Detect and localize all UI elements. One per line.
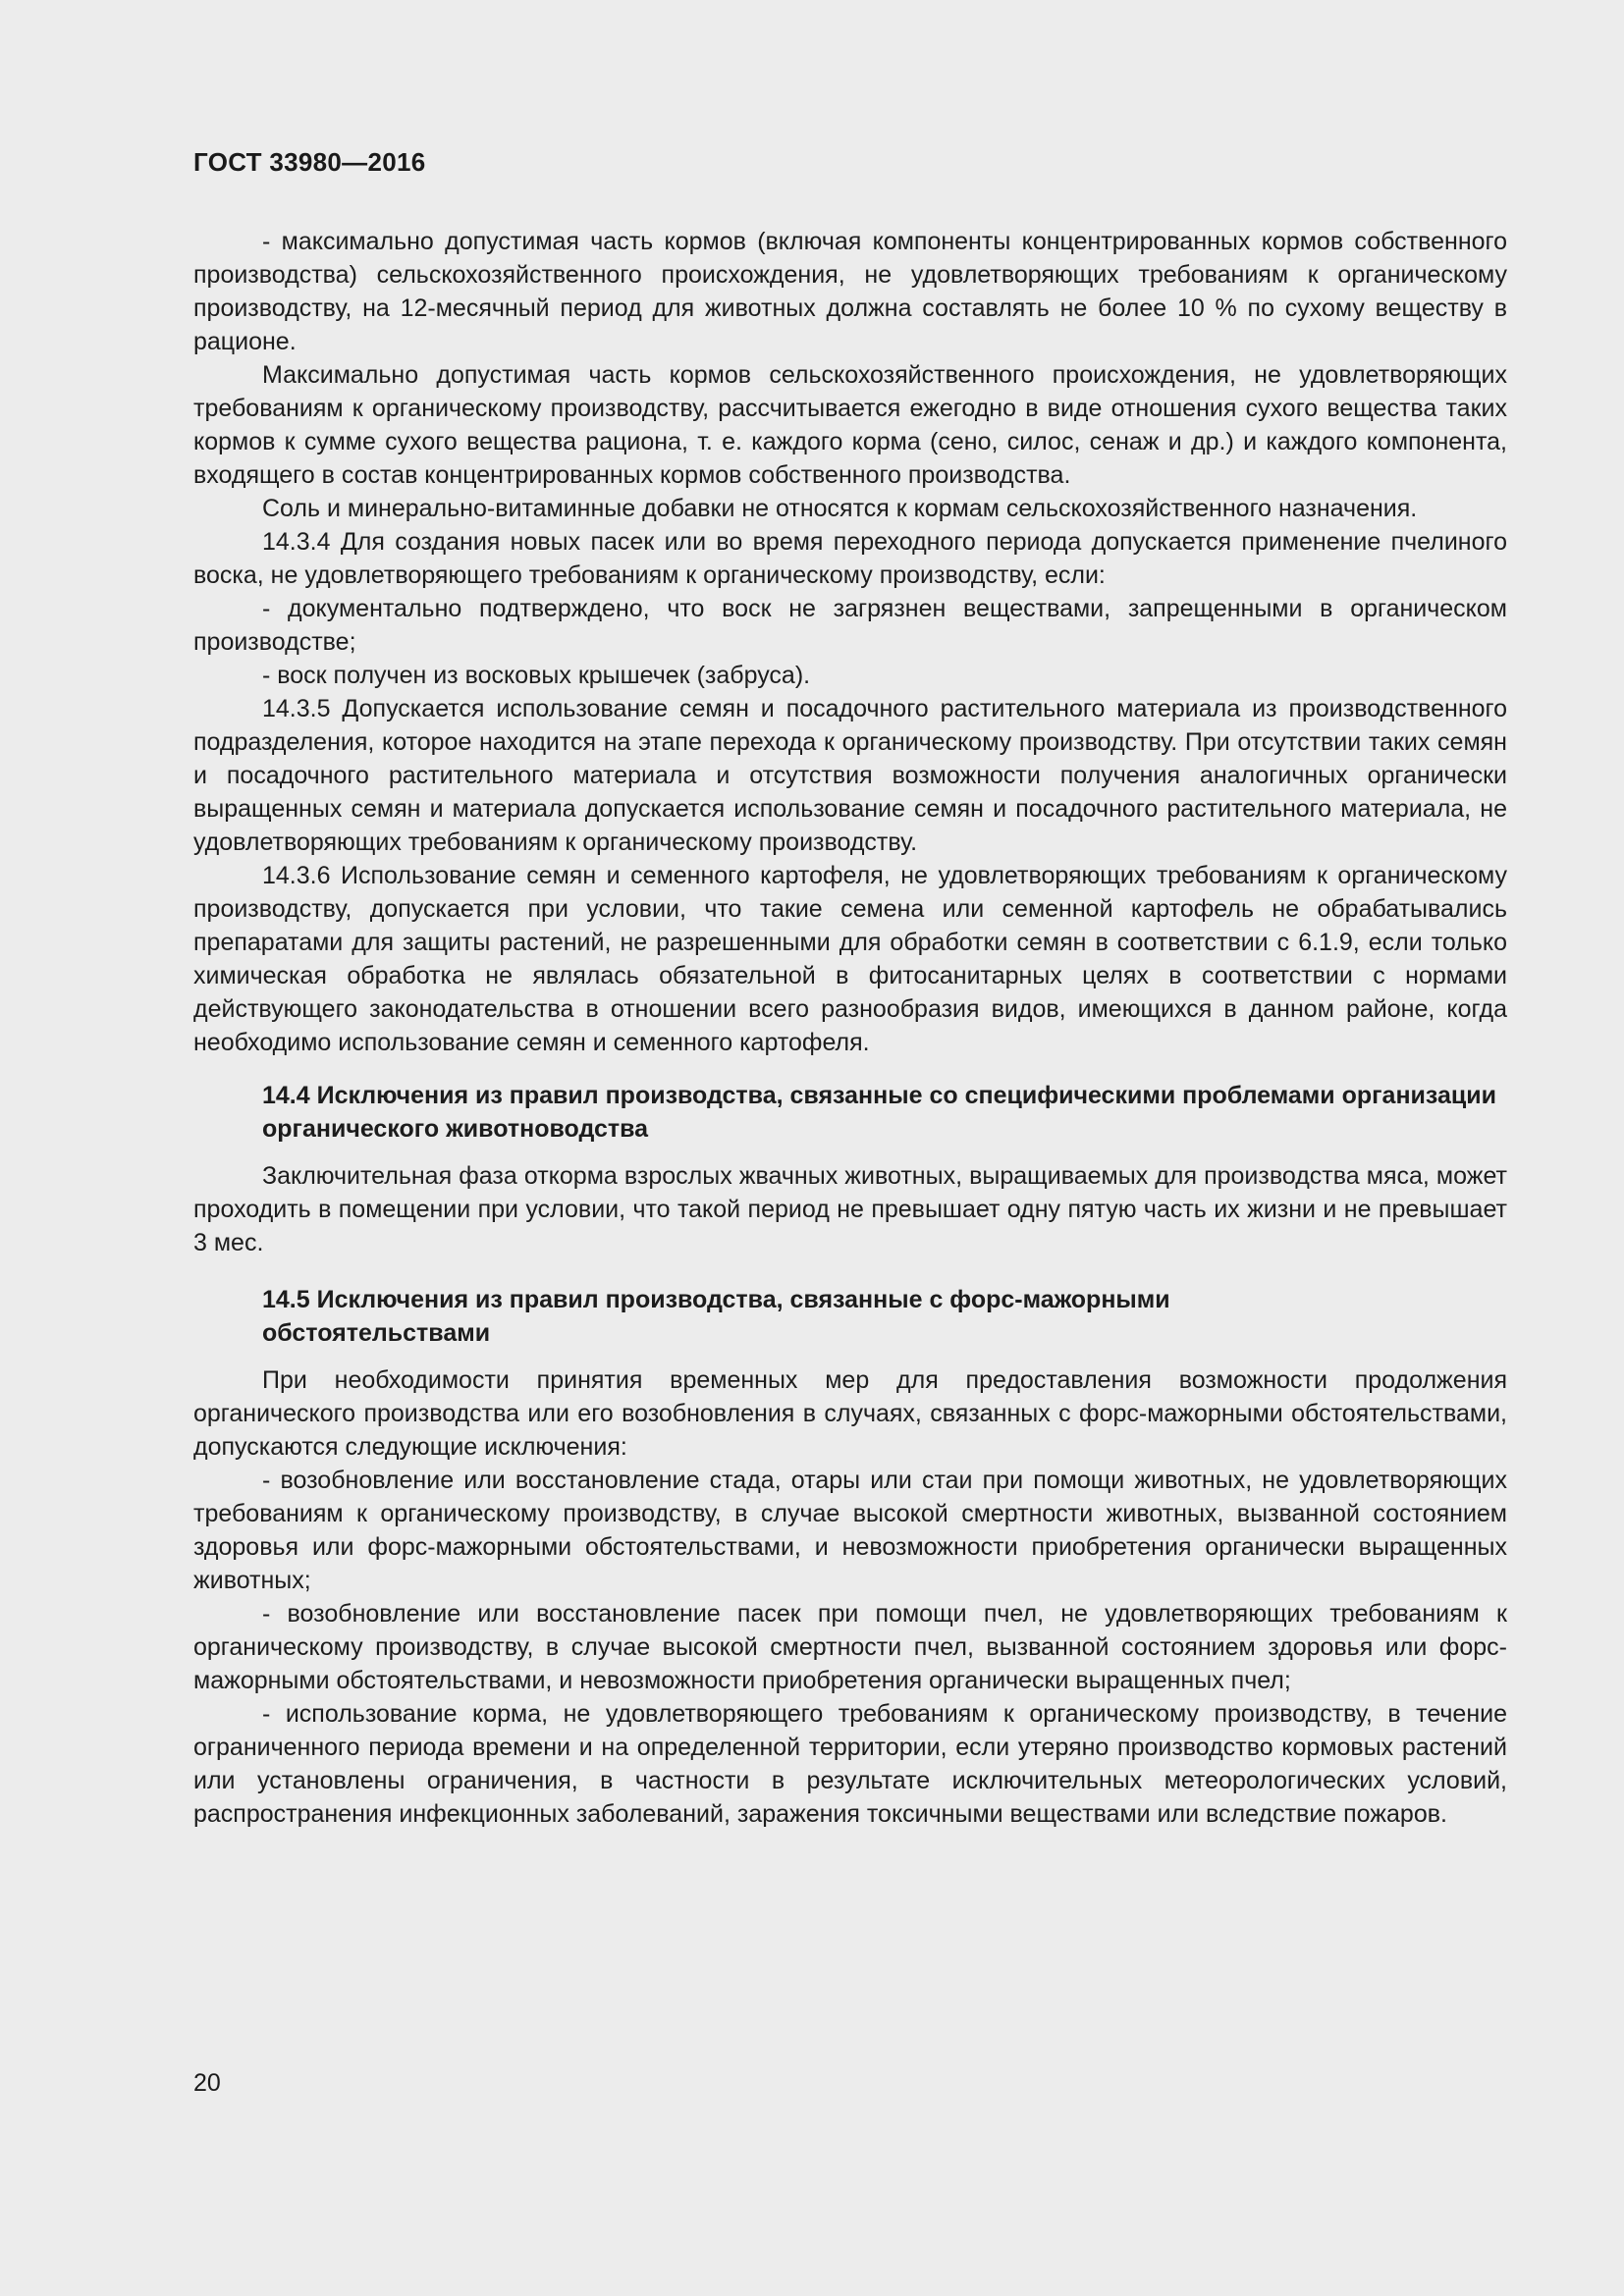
paragraph: - документально подтверждено, что воск не загрязнен веществами, запрещенными в органическом производстве;: [193, 595, 1507, 656]
document-header: ГОСТ 33980—2016: [193, 147, 426, 177]
paragraph: - возобновление или восстановление стада, отары или стаи при помощи животных, не удовлетворяющих требованиям к органическому производству, в случае высокой смертности животных, вызванной состоянием здоровья или форс-мажорными обстоятельствами, и невозможности приобретения органически выращенных животных;: [193, 1467, 1507, 1594]
paragraph: 14.3.4 Для создания новых пасек или во время переходного периода допускается применение пчелиного воска, не удовлетворяющего требованиям к органическому производству, если:: [193, 528, 1507, 589]
paragraph: - возобновление или восстановление пасек при помощи пчел, не удовлетворяющих требованиям к органическому производству, в случае высокой смертности пчел, вызванной состоянием здоровья или форс-мажорными обстоятельствами, и невозможности приобретения органически выращенных пчел;: [193, 1600, 1507, 1694]
paragraph: - воск получен из восковых крышечек (забруса).: [262, 662, 811, 689]
section-heading-14-5: 14.5 Исключения из правил производства, связанные с форс-мажорными обстоятельствами: [262, 1286, 1170, 1347]
section-heading-14-4: 14.4 Исключения из правил производства, связанные со специфическими проблемами организации органического животноводства: [262, 1082, 1497, 1143]
page-number: 20: [193, 2069, 221, 2097]
document-body: [193, 225, 1507, 1831]
paragraph: При необходимости принятия временных мер для предоставления возможности продолжения органического производства или его возобновления в случаях, связанных с форс-мажорными обстоятельствами, допускаются следующие исключения:: [193, 1366, 1507, 1461]
paragraph: - максимально допустимая часть кормов (включая компоненты концентрированных кормов собственного производства) сельскохозяйственного происхождения, не удовлетворяющих требованиям к органическому производству, на 12-месячный период для животных должна составлять не более 10 % по сухому веществу в рационе.: [193, 228, 1507, 355]
paragraph: Заключительная фаза откорма взрослых жвачных животных, выращиваемых для производства мяса, может проходить в помещении при условии, что такой период не превышает одну пятую часть их жизни и не превышает 3 мес.: [193, 1162, 1507, 1256]
paragraph: Соль и минерально-витаминные добавки не относятся к кормам сельскохозяйственного назначения.: [262, 495, 1418, 522]
paragraph: - использование корма, не удовлетворяющего требованиям к органическому производству, в течение ограниченного периода времени и на определенной территории, если утеряно производство кормовых растений или установлены ограничения, в частности в результате исключительных метеорологических условий, распространения инфекционных заболеваний, заражения токсичными веществами или вследствие пожаров.: [193, 1700, 1507, 1828]
paragraph: 14.3.5 Допускается использование семян и посадочного растительного материала из производственного подразделения, которое находится на этапе перехода к органическому производству. При отсутствии таких семян и посадочного растительного материала и отсутствия возможности получения аналогичных органически выращенных семян и материала допускается использование семян и посадочного растительного материала, не удовлетворяющих требованиям к органическому производству.: [193, 695, 1507, 856]
paragraph: 14.3.6 Использование семян и семенного картофеля, не удовлетворяющих требованиям к органическому производству, допускается при условии, что такие семена или семенной картофель не обрабатывались препаратами для защиты растений, не разрешенными для обработки семян в соответствии с 6.1.9, если только химическая обработка не являлась обязательной в фитосанитарных целях в соответствии с нормами действующего законодательства в отношении всего разнообразия видов, имеющихся в данном районе, когда необходимо использование семян и семенного картофеля.: [193, 862, 1507, 1056]
paragraph: Максимально допустимая часть кормов сельскохозяйственного происхождения, не удовлетворяющих требованиям к органическому производству, рассчитывается ежегодно в виде отношения сухого вещества таких кормов к сумме сухого вещества рациона, т. е. каждого корма (сено, силос, сенаж и др.) и каждого компонента, входящего в состав концентрированных кормов собственного производства.: [193, 361, 1507, 489]
